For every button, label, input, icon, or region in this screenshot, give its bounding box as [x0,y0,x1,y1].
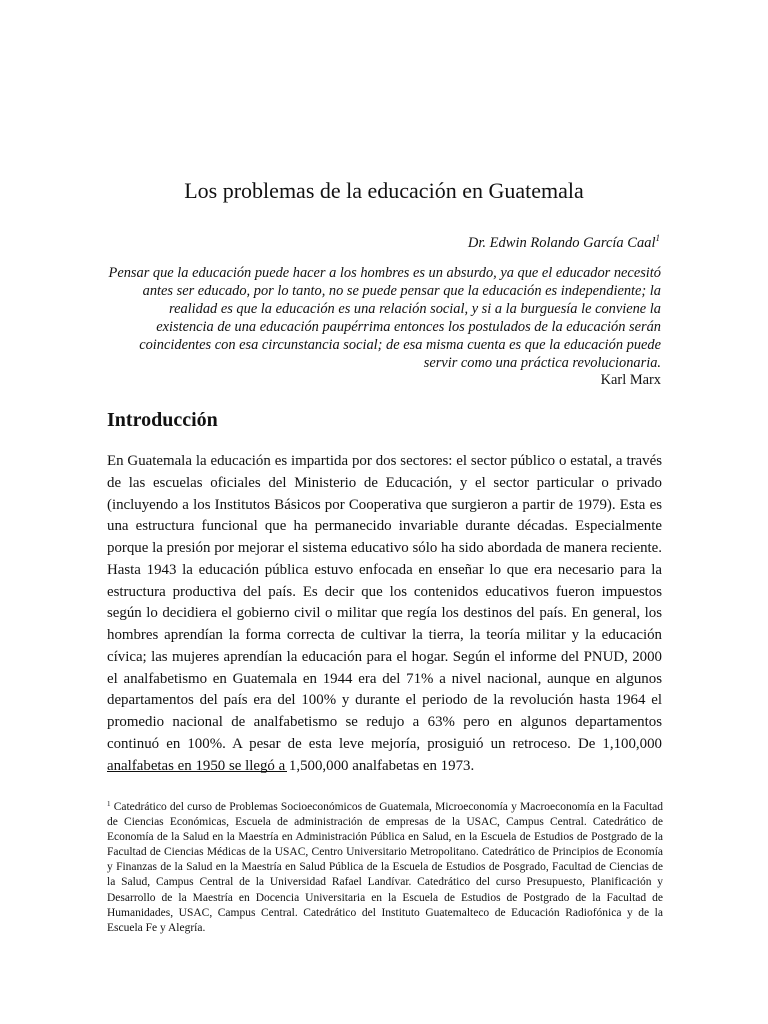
epigraph-attribution: Karl Marx [600,372,661,388]
author-line [468,229,660,252]
section-heading: Introducción [107,409,218,431]
epigraph-quote: Pensar que la educación puede hacer a los hombres es un absurdo, ya que el educador necesitó antes ser educado, por lo tanto, no se puede pensar que la educación es independiente; la realidad es que la educación es una relación social, y si a la burguesía le conviene la existencia de una educación paupérrima entonces los postulados de la educación serán coincidentes con esa circunstancia social; de esa misma cuenta es que la educación puede servir como una práctica revolucionaria. [108,265,661,371]
intro-paragraph: En Guatemala la educación es impartida por dos sectores: el sector público o estatal, a través de las escuelas oficiales del Ministerio de Educación, y el sector particular o privado (incluyendo a los Institutos Básicos por Cooperativa que surgieron a partir de 1979). Esta es una estructura funcional que ha permanecido invariable durante décadas. Especialmente porque la presión por mejorar el sistema educativo sólo ha sido abordada de manera reciente. Hasta 1943 la educación pública estuvo enfocada en enseñar lo que era necesario para la estructura productiva del país. Es decir que los contenidos educativos fueron impuestos según lo decidiera el gobierno civil o militar que regía los destinos del país. En general, los hombres aprendían la forma correcta de cultivar la tierra, la teoría militar y la educación cívica; las mujeres aprendían la educación para el hogar. Según el informe del PNUD, 2000 el analfabetismo en Guatemala en 1944 era del 71% a nivel nacional, aunque en algunos departamentos del país era del 100% y durante el periodo de la revolución hasta 1964 el promedio nacional de analfabetismo se redujo a 63% pero en algunos departamentos continuó en 100%. A pesar de esta leve mejoría, prosiguió un retroceso. De 1,100,000 analfabetas en 1950 se llegó a 1,500,000 analfabetas en 1973. [107,453,662,774]
footnote [107,797,663,936]
footnote-text: Catedrático del curso de Problemas Socioeconómicos de Guatemala, Microeconomía y Macroeconomía en la Facultad de Ciencias Económicas, Escuela de administración de empresas de la USAC, Campus Central. Catedrático de Economía de la Salud en la Maestría en Administración Pública en Salud, en la Escuela de Estudios de Postgrado de la Facultad de Ciencias Médicas de la USAC, Centro Universitario Metropolitano. Catedrático de Principios de Economía y Finanzas de la Salud en la Maestría en Salud Pública de la Escuela de Estudios de Posgrado, Facultad de Ciencias de la Salud, Campus Central de la Universidad Rafael Landívar. Catedrático del curso Presupuesto, Planificación y Desarrollo de la Maestría en Docencia Universitaria en la Escuela de Estudios de Postgrado de la Facultad de Humanidades, USAC, Campus Central. Catedrático del Instituto Guatemalteco de Educación Radiofónica y de la Escuela Fe y Alegría. [107,801,664,934]
footnote-number: 1 [107,800,111,808]
author-footnote-ref: 1 [655,233,660,243]
footnote-divider [107,771,287,772]
document-title: Los problemas de la educación en Guatemala [184,178,584,203]
author-name: Dr. Edwin Rolando García Caal [467,234,656,251]
